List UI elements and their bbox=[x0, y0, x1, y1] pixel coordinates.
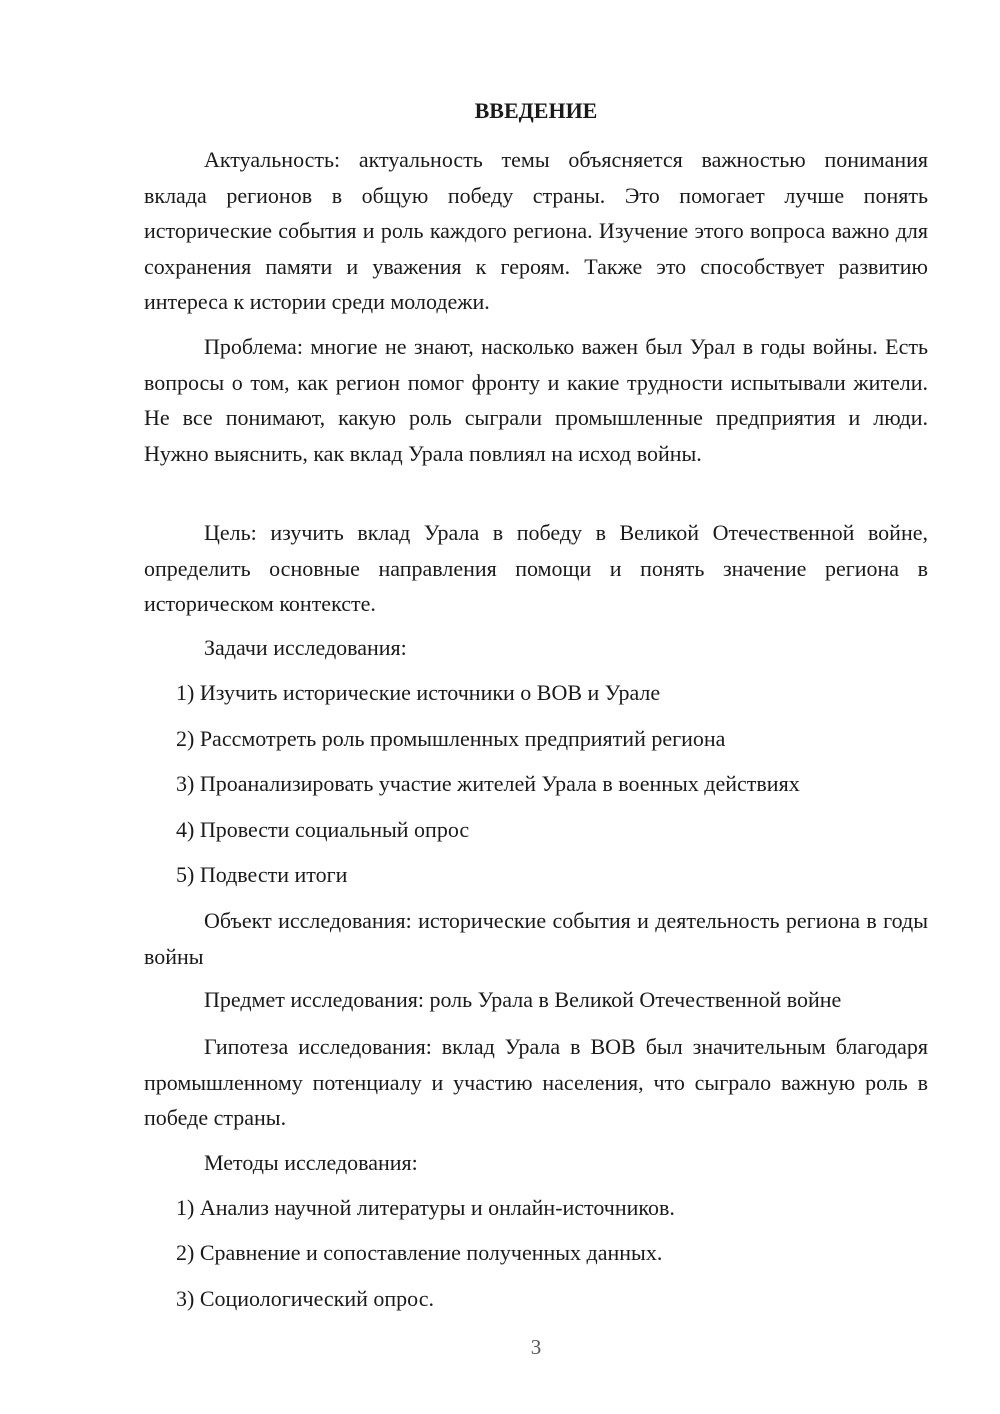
task-item: 3) Проанализировать участие жителей Урала в военных действиях bbox=[176, 771, 800, 796]
methods-heading: Методы исследования: bbox=[204, 1150, 418, 1175]
subject-paragraph: Предмет исследования: роль Урала в Великой Отечественной войне bbox=[204, 987, 842, 1012]
tasks-heading: Задачи исследования: bbox=[204, 635, 407, 660]
task-item: 5) Подвести итоги bbox=[176, 862, 348, 887]
task-item: 2) Рассмотреть роль промышленных предприятий региона bbox=[176, 726, 726, 751]
method-item: 3) Социологический опрос. bbox=[176, 1286, 434, 1311]
method-item: 2) Сравнение и сопоставление полученных данных. bbox=[176, 1240, 663, 1265]
task-item: 4) Провести социальный опрос bbox=[176, 817, 470, 842]
task-item: 1) Изучить исторические источники о ВОВ и Урале bbox=[176, 680, 661, 705]
hypothesis-paragraph: Гипотеза исследования: вклад Урала в ВОВ был значительным благодаря промышленному потенциалу и участию населения, что сыграло важную роль в победе страны. bbox=[144, 1034, 928, 1130]
goal-paragraph: Цель: изучить вклад Урала в победу в Великой Отечественной войне, определить основные направления помощи и понять значение региона в историческом контексте. bbox=[144, 520, 928, 616]
problem-paragraph: Проблема: многие не знают, насколько важен был Урал в годы войны. Есть вопросы о том, как регион помог фронту и какие трудности испытывали жители. Не все понимают, какую роль сыграли промышленные предприятия и люди. Нужно выяснить, как вклад Урала повлиял на исход войны. bbox=[144, 334, 928, 466]
object-paragraph: Объект исследования: исторические события и деятельность региона в годы войны bbox=[144, 908, 928, 969]
page-title: ВВЕДЕНИЕ bbox=[474, 98, 598, 123]
page-number: 3 bbox=[530, 1335, 542, 1359]
method-item: 1) Анализ научной литературы и онлайн-источников. bbox=[176, 1195, 675, 1220]
relevance-paragraph: Актуальность: актуальность темы объясняется важностью понимания вклада регионов в общую победу страны. Это помогает лучше понять исторические события и роль каждого региона. Изучение этого вопроса важно для сохранения памяти и уважения к героям. Также это способствует развитию интереса к истории среди молодежи. bbox=[144, 147, 928, 314]
